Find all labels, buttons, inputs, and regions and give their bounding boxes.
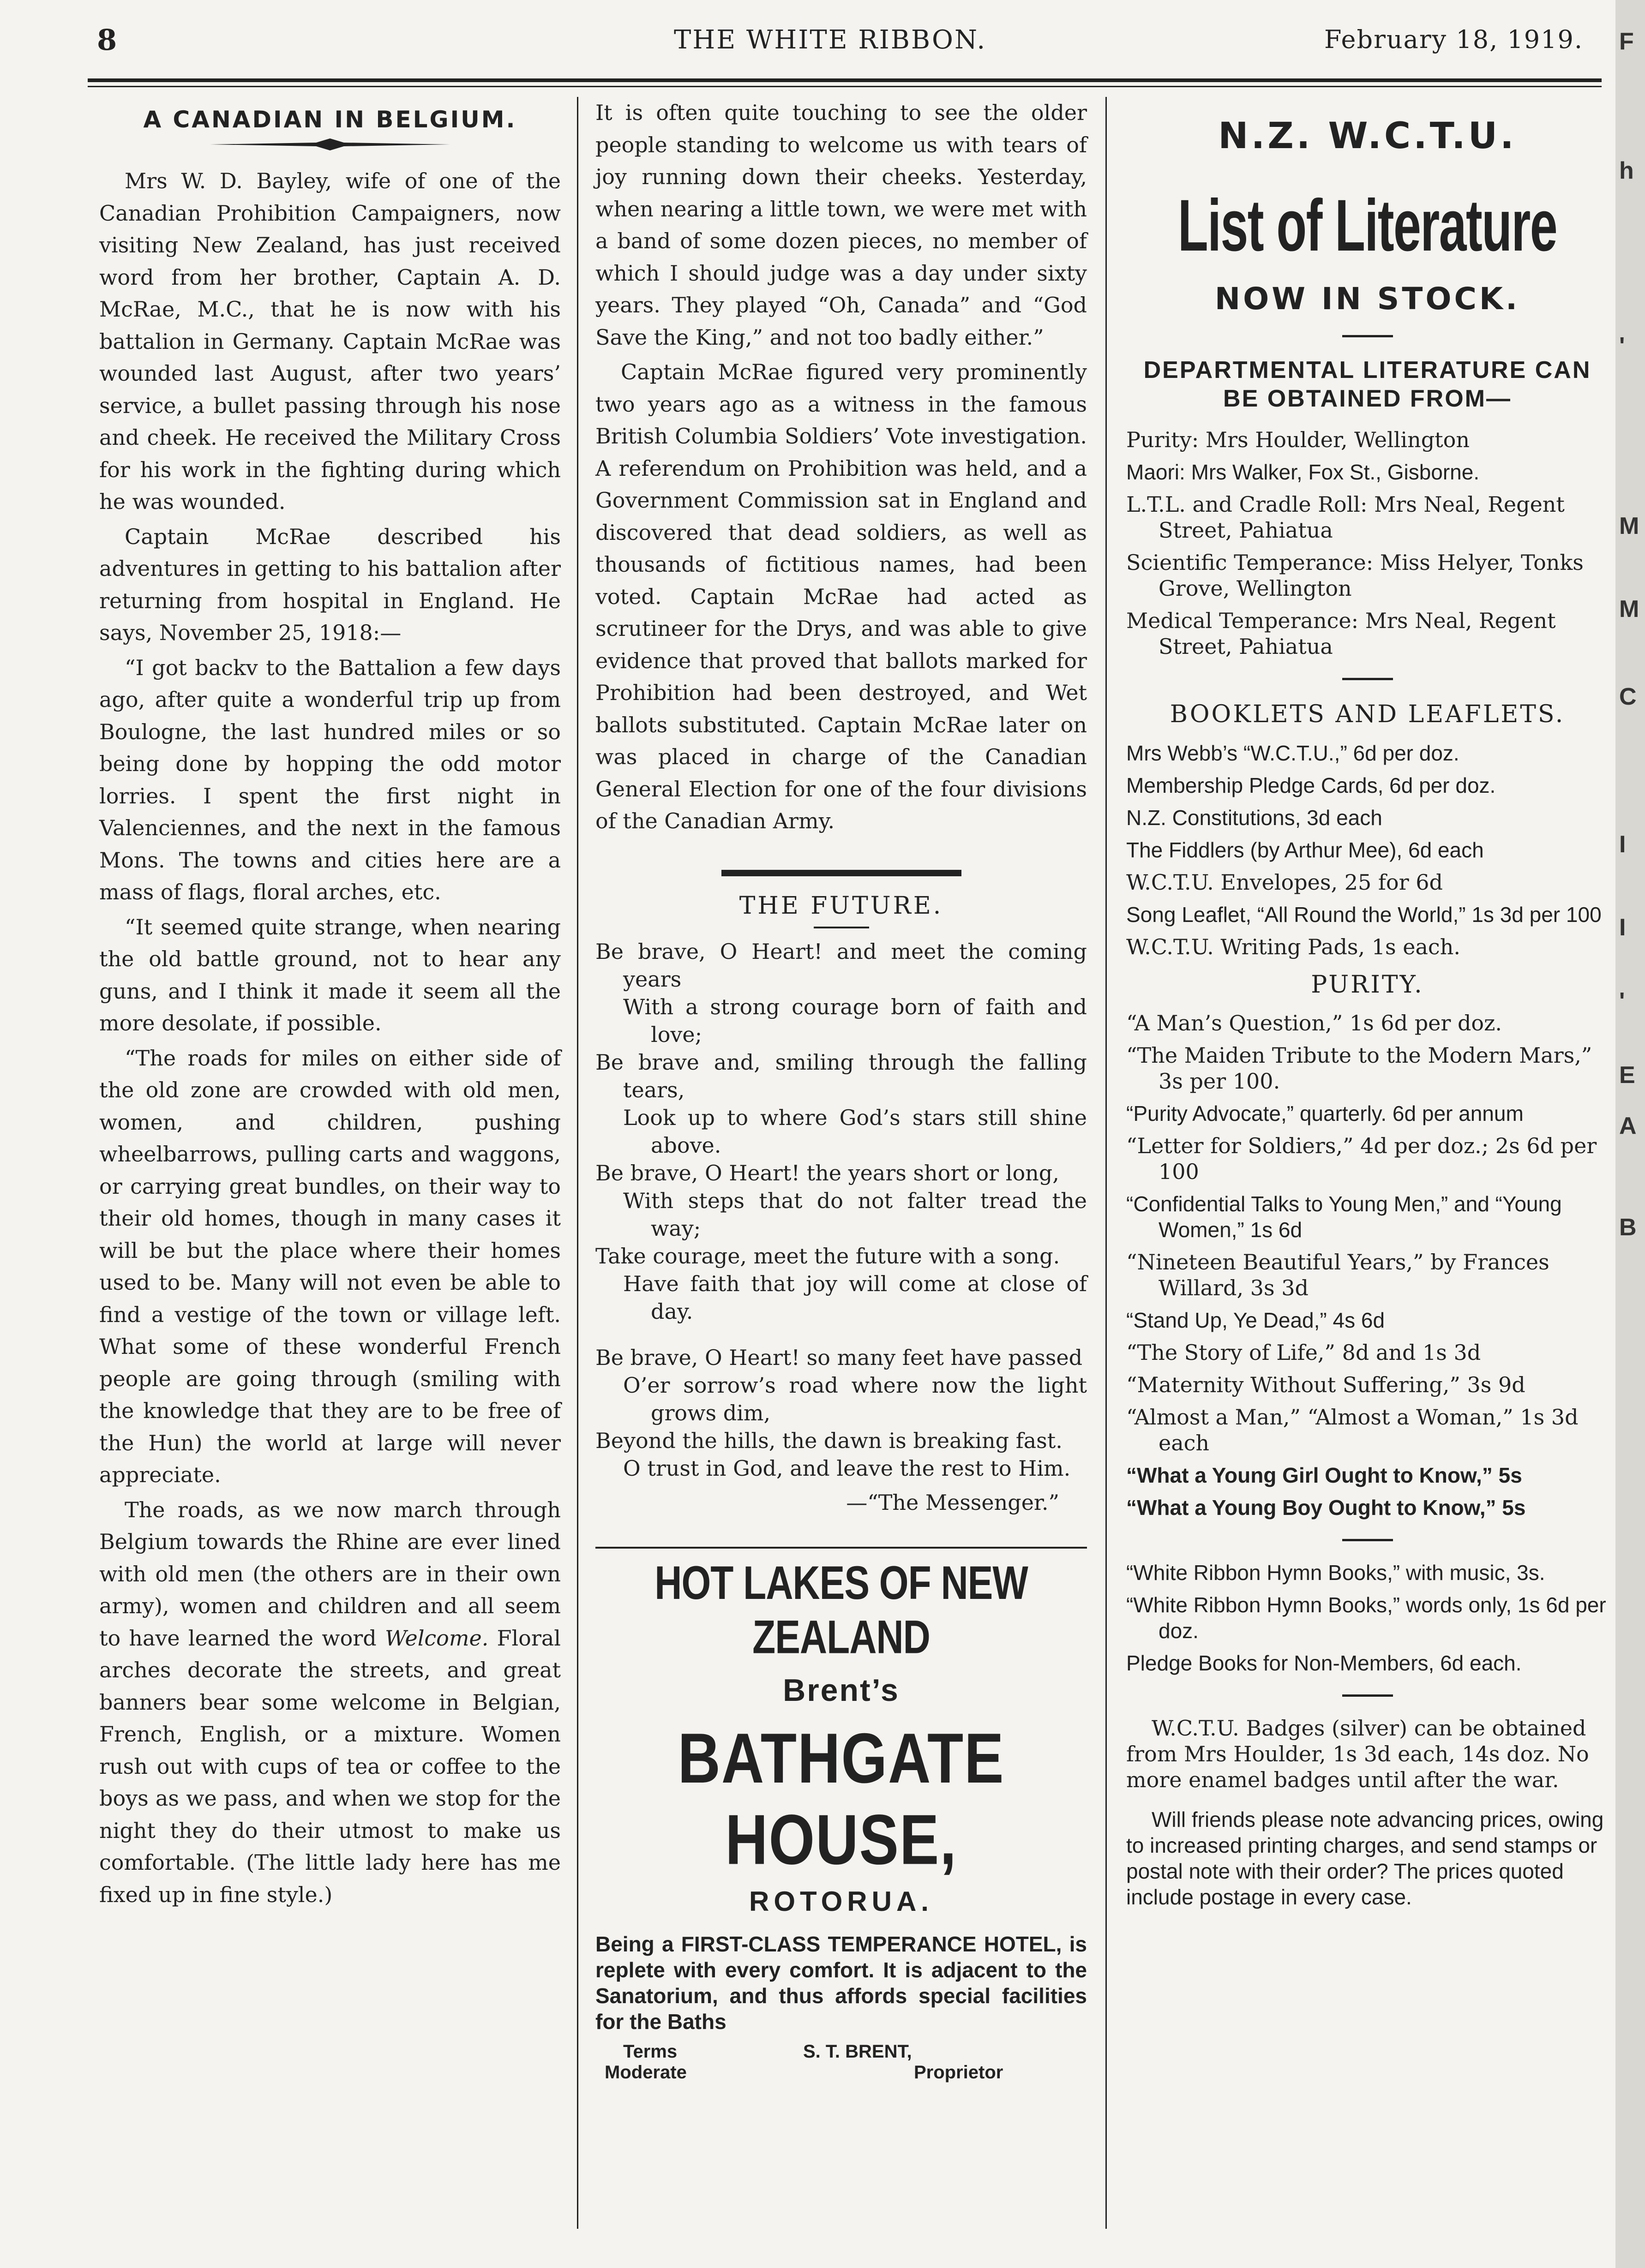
- adjacent-page-edge: [1615, 0, 1645, 2268]
- purity-item: “What a Young Boy Ought to Know,” 5s: [1126, 1496, 1526, 1520]
- article-paragraph: [99, 1494, 561, 1911]
- literature-column: [1126, 97, 1609, 1924]
- badges-text: W.C.T.U. Badges (silver) can be obtained from Mrs Houlder, 1s 3d each, 14s doz. No more enamel badges until after the war.: [1126, 1716, 1589, 1792]
- poem-stanza-break: [595, 1325, 1087, 1344]
- purity-item: “The Story of Life,” 8d and 1s 3d: [1126, 1340, 1481, 1365]
- hymn-item: Pledge Books for Non-Members, 6d each.: [1126, 1651, 1522, 1675]
- poem-line: Take courage, meet the future with a song.: [595, 1244, 1060, 1269]
- purity-item: “A Man’s Question,” 1s 6d per doz.: [1126, 1011, 1502, 1035]
- edge-char: E: [1619, 1062, 1635, 1089]
- booklets-heading: BOOKLETS AND LEAFLETS.: [1170, 700, 1565, 728]
- stock-heading: NOW IN STOCK.: [1214, 281, 1520, 317]
- ad-headline: HOT LAKES OF NEW ZEALAND: [654, 1556, 1028, 1664]
- short-rule: [1342, 678, 1393, 680]
- short-rule: [1342, 335, 1393, 337]
- hymn-list: [1126, 1560, 1609, 1676]
- poem-line: Have faith that joy will come at close of day.: [623, 1271, 1087, 1324]
- ad-top-rule: [595, 1547, 1087, 1549]
- hymn-item: “White Ribbon Hymn Books,” with music, 3s.: [1126, 1561, 1545, 1585]
- poem-attribution: —“The Messenger.”: [846, 1490, 1059, 1515]
- article-paragraph: It is often quite touching to see the older people standing to welcome us with tears of joy running down their cheeks. Yesterday, when nearing a little town, we were met with a band of some dozen pieces, no member of which I should judge was a day under sixty years. They played “Oh, Canada” and “God Save the King,” and not too badly either.”: [595, 100, 1087, 350]
- literature-title: List of Literature: [1177, 185, 1557, 267]
- article-paragraph: “I got backv to the Battalion a few days ago, after quite a wonderful trip up from Boulogne, the last hundred miles or so being done by hopping the odd motor lorries. I spent the first night in Valenciennes, and the next in the famous Mons. The towns and cities here are a mass of flags, floral arches, etc.: [99, 655, 561, 904]
- department-item: Medical Temperance: Mrs Neal, Regent Street, Pahiatua: [1126, 608, 1556, 659]
- edge-char: C: [1619, 683, 1637, 710]
- poem: [595, 938, 1087, 1482]
- badges-notice: [1126, 1715, 1609, 1910]
- purity-item: “Letter for Soldiers,” 4d per doz.; 2s 6d per 100: [1126, 1133, 1597, 1184]
- ad-terms-value: Moderate: [605, 2062, 687, 2082]
- purity-item: “Maternity Without Suffering,” 3s 9d: [1126, 1372, 1525, 1397]
- poem-line: Look up to where God’s stars still shine above.: [623, 1105, 1087, 1158]
- booklet-item: N.Z. Constitutions, 3d each: [1126, 805, 1382, 830]
- booklet-item: W.C.T.U. Writing Pads, 1s each.: [1126, 934, 1460, 959]
- issue-date: February 18, 1919.: [1324, 25, 1583, 54]
- department-item: L.T.L. and Cradle Roll: Mrs Neal, Regent Street, Pahiatua: [1126, 492, 1565, 543]
- edge-char: ': [1619, 333, 1625, 359]
- departmental-heading: DEPARTMENTAL LITERATURE CAN BE OBTAINED FROM—: [1143, 357, 1591, 412]
- purity-item: “Nineteen Beautiful Years,” by Frances Willard, 3s 3d: [1126, 1250, 1549, 1300]
- ad-location: ROTORUA.: [749, 1885, 933, 1917]
- article-title: A CANADIAN IN BELGIUM.: [143, 106, 517, 133]
- article-column-2: [595, 97, 1087, 2085]
- page-number: 8: [97, 23, 117, 57]
- ad-proprietor-label: Proprietor: [914, 2062, 1003, 2082]
- ad-signature: [595, 2035, 1087, 2085]
- purity-item: “Stand Up, Ye Dead,” 4s 6d: [1126, 1308, 1385, 1332]
- poem-title: THE FUTURE.: [739, 892, 943, 920]
- header-rule-thin: [88, 86, 1602, 87]
- booklets-list: [1126, 740, 1609, 960]
- article-paragraph: Captain McRae described his adventures in getting to his battalion after returning from hospital in England. He says, November 25, 1918:—: [99, 524, 561, 645]
- article-paragraph: “The roads for miles on either side of the old zone are crowded with old men, women, and children, pushing wheelbarrows, pulling carts and waggons, or carrying great bundles, on their way to their old homes, though in many cases it will be but the place where their homes used to be. Many will not even be able to find a vestige of the town or village left. What some of these wonderful French people are going through (smiling with the knowledge that they are to be free of the Hun) the world at large will never appreciate.: [99, 1045, 561, 1487]
- title-ornament: [210, 138, 450, 151]
- poem-line: Be brave, O Heart! so many feet have passed: [595, 1345, 1083, 1370]
- page-header: [88, 18, 1592, 60]
- purity-item: “Almost a Man,” “Almost a Woman,” 1s 3d each: [1126, 1405, 1579, 1455]
- booklet-item: Mrs Webb’s “W.C.T.U.,” 6d per doz.: [1126, 741, 1459, 765]
- purity-item: “The Maiden Tribute to the Modern Mars,” 3s per 100.: [1126, 1043, 1592, 1094]
- article-paragraph: Captain McRae figured very prominently two years ago as a witness in the famous British Columbia Soldiers’ Vote investigation. A referendum on Prohibition was held, and a Government Commission sat in England and discovered that dead soldiers, as well as thousands of fictitious names, had been voted. Captain McRae had acted as scrutineer for the Drys, and was able to give evidence that proved that ballots marked for Prohibition had been destroyed, and Wet ballots substituted. Captain McRae later on was placed in charge of the Canadian General Election for one of the four divisions of the Canadian Army.: [595, 359, 1087, 833]
- section-rule: [721, 870, 961, 876]
- edge-char: M: [1619, 513, 1639, 539]
- article-italic-word: Welcome.: [384, 1625, 489, 1651]
- purity-heading: PURITY.: [1311, 970, 1424, 999]
- ad-hotel-name: BATHGATE HOUSE,: [678, 1718, 1005, 1879]
- edge-char: M: [1619, 596, 1639, 622]
- edge-char: F: [1619, 28, 1634, 55]
- purity-item: “What a Young Girl Ought to Know,” 5s: [1126, 1463, 1522, 1487]
- edge-char: ': [1619, 988, 1625, 1015]
- poem-title-rule: [814, 927, 869, 928]
- poem-line: With steps that do not falter tread the way;: [623, 1188, 1087, 1241]
- poem-line: Be brave and, smiling through the falling tears,: [595, 1050, 1087, 1102]
- ad-terms-label: Terms: [623, 2041, 678, 2062]
- purity-list: [1126, 1010, 1609, 1520]
- poem-line: O’er sorrow’s road where now the light grows dim,: [623, 1373, 1087, 1425]
- ad-proprietor-name: S. T. BRENT,: [803, 2041, 912, 2062]
- department-list: [1126, 427, 1609, 659]
- edge-char: I: [1619, 914, 1626, 941]
- edge-char: B: [1619, 1214, 1637, 1241]
- edge-char: I: [1619, 831, 1626, 858]
- purity-item: “Confidential Talks to Young Men,” and “Young Women,” 1s 6d: [1126, 1192, 1562, 1242]
- department-item: Purity: Mrs Houlder, Wellington: [1126, 427, 1470, 452]
- booklet-item: Membership Pledge Cards, 6d per doz.: [1126, 773, 1496, 797]
- column-divider-1: [577, 97, 578, 2229]
- edge-char: A: [1619, 1113, 1637, 1139]
- org-heading: N.Z. W.C.T.U.: [1218, 115, 1517, 157]
- booklet-item: Song Leaflet, “All Round the World,” 1s 3d per 100: [1126, 902, 1602, 927]
- article-column-1: [99, 97, 561, 1914]
- article-paragraph: Mrs W. D. Bayley, wife of one of the Canadian Prohibition Campaigners, now visiting New Zealand, has just received word from her brother, Captain A. D. McRae, M.C., that he is now with his battalion in Germany. Captain McRae was wounded last August, after two years’ service, a bullet passing through his nose and cheek. He received the Military Cross for his work in the fighting during which he was wounded.: [99, 168, 561, 514]
- hymn-item: “White Ribbon Hymn Books,” words only, 1s 6d per doz.: [1126, 1593, 1606, 1643]
- poem-line: Be brave, O Heart! and meet the coming years: [595, 939, 1087, 992]
- masthead-title: THE WHITE RIBBON.: [674, 25, 987, 55]
- short-rule: [1342, 1539, 1393, 1541]
- edge-char: h: [1619, 157, 1634, 184]
- poem-line: Beyond the hills, the dawn is breaking fast.: [595, 1428, 1063, 1453]
- poem-line: With a strong courage born of faith and love;: [623, 994, 1087, 1047]
- purity-item: “Purity Advocate,” quarterly. 6d per annum: [1126, 1101, 1524, 1125]
- article-text: The roads, as we now march through Belgium towards the Rhine are ever lined with old men (the others are in their own army), women and children and all seem to have learned the word: [99, 1497, 561, 1651]
- price-notice: Will friends please note advancing prices, owing to increased printing charges, and send stamps or postal note with their order? The prices quoted include postage in every case.: [1126, 1807, 1604, 1909]
- column-divider-2: [1105, 97, 1107, 2229]
- short-rule: [1342, 1694, 1393, 1697]
- department-item: Scientific Temperance: Miss Helyer, Tonks Grove, Wellington: [1126, 550, 1584, 601]
- department-item: Maori: Mrs Walker, Fox St., Gisborne.: [1126, 460, 1480, 484]
- ad-description: Being a FIRST-CLASS TEMPERANCE HOTEL, is replete with every comfort. It is adjacent to the Sanatorium, and thus affords special facilities for the Baths: [595, 1932, 1087, 2034]
- ad-brand: Brent’s: [783, 1672, 900, 1708]
- booklet-item: W.C.T.U. Envelopes, 25 for 6d: [1126, 869, 1443, 895]
- poem-line: O trust in God, and leave the rest to Him.: [623, 1456, 1071, 1481]
- booklet-item: The Fiddlers (by Arthur Mee), 6d each: [1126, 838, 1484, 862]
- article-paragraph: “It seemed quite strange, when nearing the old battle ground, not to hear any guns, and I think it made it seem all the more desolate, if possible.: [99, 914, 561, 1035]
- article-text: Floral arches decorate the streets, and great banners bear some welcome in Belgian, French, English, or a mixture. Women rush out with cups of tea or coffee to the boys as we pass, and when we stop for the night they do their utmost to make us comfortable. (The little lady here has me fixed up in fine style.): [99, 1625, 561, 1907]
- poem-line: Be brave, O Heart! the years short or long,: [595, 1161, 1059, 1185]
- header-rule: [88, 78, 1602, 82]
